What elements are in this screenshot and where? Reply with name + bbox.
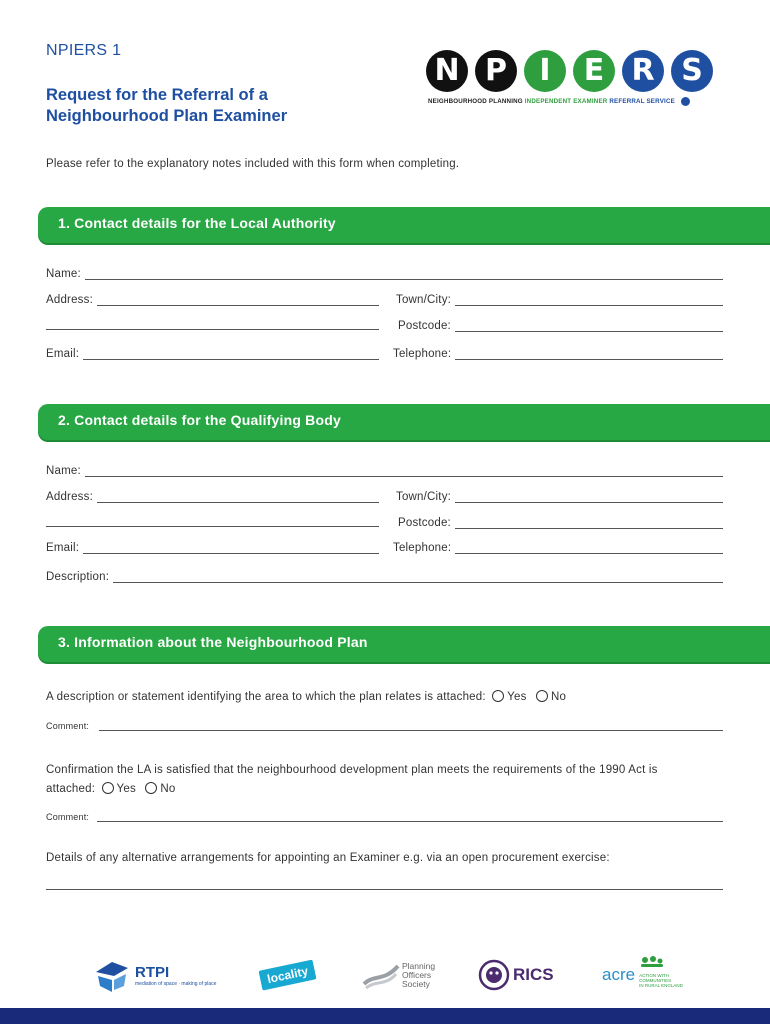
qb-postcode-field[interactable] [398,517,723,529]
logo-letter-s: S [671,50,713,92]
acre-people-icon [639,956,665,968]
rtpi-logo [94,955,216,995]
acre-sub-2: COMMUNITIES [639,977,672,983]
question-la-confirmation [46,761,726,799]
logo-tagline [428,97,690,106]
la-address-label: Address: [46,294,93,306]
la-postcode-label: Postcode: [398,320,451,332]
q1-text: A description or statement identifying the area to which the plan relates is attached: [46,691,486,703]
rics-text: RICS [513,965,554,984]
footer-bar [0,1008,770,1024]
qb-telephone-field[interactable] [393,542,723,554]
intro-text: Please refer to the explanatory notes included with this form when completing. [46,158,460,170]
qb-postcode-label: Postcode: [398,517,451,529]
locality-logo [260,955,315,995]
la-email-field[interactable] [46,348,379,360]
la-town-field[interactable] [396,294,723,306]
section-1-header: 1. Contact details for the Local Authority [38,207,770,243]
comment-1-field[interactable] [46,721,723,731]
la-postcode-field[interactable] [398,320,723,332]
pos-line-2: Officers [402,969,432,980]
qb-description-label: Description: [46,571,110,583]
qb-telephone-line[interactable] [455,544,723,554]
acre-sub-1: ACTION WITH [639,972,669,978]
q1-no-label: No [550,691,567,703]
la-postcode-line[interactable] [455,322,723,332]
question-alternative-arrangements: Details of any alternative arrangements for appointing an Examiner e.g. via an open procurement exercise: [46,852,610,864]
la-name-field[interactable] [46,268,723,280]
comment-2-label: Comment: [46,812,90,822]
q2-text-line-1: Confirmation the LA is satisfied that the neighbourhood development plan meets the requirements of the 1990 Act is [46,764,658,776]
logo-tag-part-1: NEIGHBOURHOOD PLANNING [428,98,523,106]
qb-address-line[interactable] [97,493,379,503]
logo-tag-part-2: INDEPENDENT EXAMINER [524,98,608,106]
la-email-line[interactable] [83,350,379,360]
alternative-arrangements-field[interactable] [46,880,723,890]
q2-yes-label: Yes [116,783,136,795]
q2-text-line-2: attached: [46,783,96,795]
logo-letter-n: N [426,50,468,92]
la-telephone-label: Telephone: [393,348,452,360]
qb-email-field[interactable] [46,542,379,554]
rics-logo [478,955,554,995]
document-code: NPIERS 1 [46,42,122,59]
qb-email-label: Email: [46,542,80,554]
qb-town-label: Town/City: [396,491,452,503]
qb-town-field[interactable] [396,491,723,503]
la-telephone-line[interactable] [455,350,723,360]
logo-dot-icon [681,97,690,106]
logo-letter-p: P [475,50,517,92]
acre-sub-3: IN RURAL ENGLAND [639,982,683,988]
qb-address-line-2[interactable] [46,517,379,527]
la-town-line[interactable] [455,296,723,306]
q1-yes-label: Yes [507,691,527,703]
title-line-2: Neighbourhood Plan Examiner [46,107,288,125]
logo-tag-part-3: REFERRAL SERVICE [609,98,675,106]
locality-text: locality [259,959,317,990]
la-address-line-2[interactable] [46,320,379,330]
rtpi-subtitle: mediation of space · making of place [135,980,217,987]
la-town-label: Town/City: [396,294,452,306]
qb-name-line[interactable] [85,467,723,477]
qb-name-field[interactable] [46,465,723,477]
q2-no-radio[interactable] [145,782,157,794]
comment-1-label: Comment: [46,721,90,731]
logo-letter-e: E [573,50,615,92]
comment-2-line[interactable] [97,812,723,822]
la-telephone-field[interactable] [393,348,723,360]
q2-yes-radio[interactable] [102,782,114,794]
pos-swoosh-icon [362,960,400,990]
section-3-header: 3. Information about the Neighbourhood Plan [38,626,770,662]
pos-line-3: Society [402,978,430,989]
q2-no-label: No [160,783,176,795]
pos-line-1: Planning [402,960,436,971]
question-area-statement [46,688,726,707]
comment-1-line[interactable] [99,721,723,731]
qb-email-line[interactable] [83,544,379,554]
qb-description-field[interactable] [46,571,723,583]
q1-no-radio[interactable] [536,690,548,702]
acre-text: acre [602,965,636,984]
qb-town-line[interactable] [455,493,723,503]
logo-letter-i: I [524,50,566,92]
npiers-logo [426,50,726,110]
section-2-header: 2. Contact details for the Qualifying Body [38,404,770,440]
document-title [46,85,287,127]
la-address-line-2-field[interactable] [46,320,379,330]
acre-logo [602,955,683,995]
logo-letter-r: R [622,50,664,92]
qb-telephone-label: Telephone: [393,542,452,554]
planning-officers-society-logo [362,955,435,995]
qb-postcode-line[interactable] [455,519,723,529]
alternative-arrangements-line[interactable] [46,880,723,890]
rtpi-text: RTPI [135,963,170,981]
la-email-label: Email: [46,348,80,360]
comment-2-field[interactable] [46,812,723,822]
qb-address-line-2-field[interactable] [46,517,379,527]
title-line-1: Request for the Referral of a [46,86,268,104]
qb-address-field[interactable] [46,491,379,503]
qb-description-line[interactable] [113,573,723,583]
la-name-line[interactable] [85,270,723,280]
la-address-field[interactable] [46,294,379,306]
rics-lion-icon [478,959,510,991]
la-name-label: Name: [46,268,81,280]
la-address-line[interactable] [97,296,379,306]
rtpi-mark-icon [94,958,130,992]
qb-address-label: Address: [46,491,93,503]
qb-name-label: Name: [46,465,81,477]
q1-yes-radio[interactable] [492,690,504,702]
